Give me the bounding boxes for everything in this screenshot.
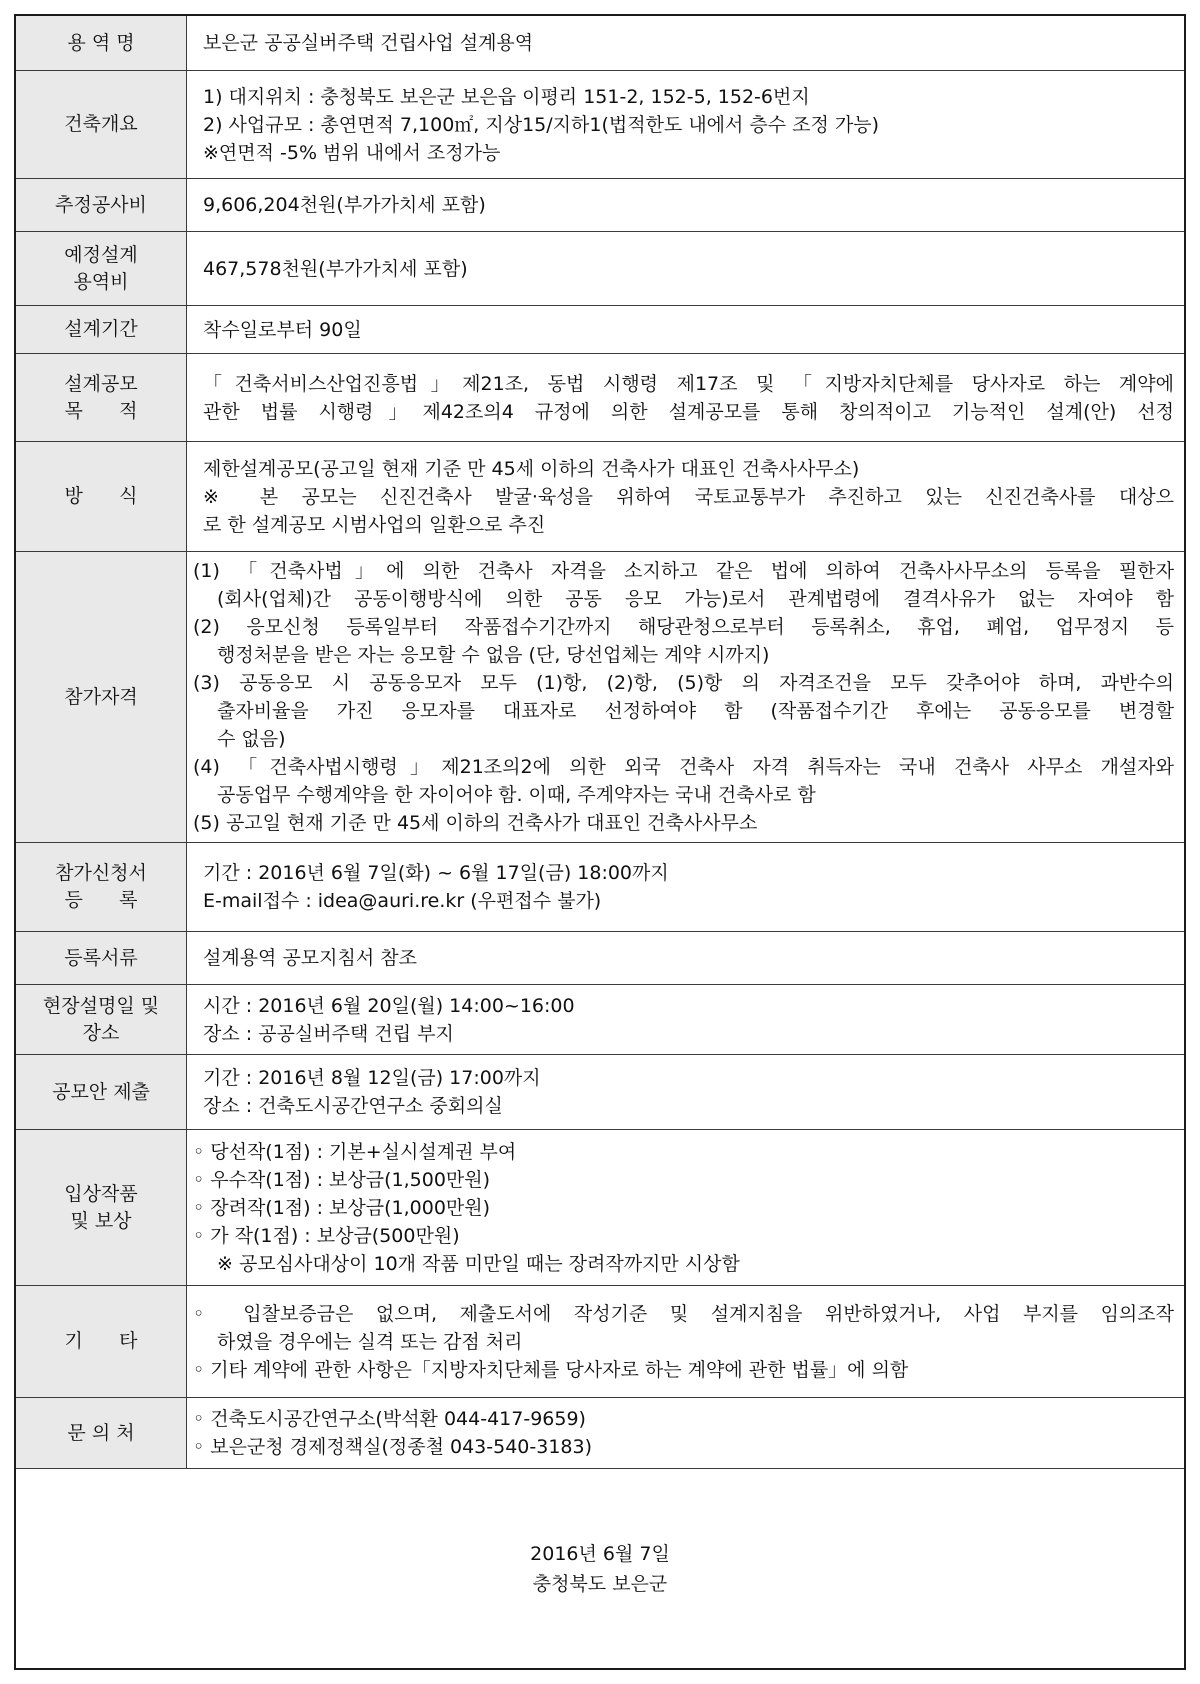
row-other bbox=[16, 1286, 1184, 1398]
row-content bbox=[187, 932, 1184, 984]
row-registration-documents bbox=[16, 932, 1184, 985]
content-line: 관한 법률 시행령」제42조의4 규정에 의한 설계공모를 통해 창의적이고 기능적인 설계(안) 선정 bbox=[203, 400, 1174, 423]
row-content bbox=[187, 442, 1184, 551]
row-design-period bbox=[16, 306, 1184, 354]
content-line: ◦ 입찰보증금은 없으며, 제출도서에 작성기준 및 설계지침을 위반하였거나, 사업 부지를 임의조작 bbox=[193, 1302, 1174, 1325]
content-line: 수 없음) bbox=[217, 728, 286, 750]
row-content bbox=[187, 1286, 1184, 1397]
content-line: (5) 공고일 현재 기준 만 45세 이하의 건축사가 대표인 건축사사무소 bbox=[193, 812, 758, 834]
content-line: 기간 : 2016년 8월 12일(금) 17:00까지 bbox=[203, 1067, 541, 1089]
content-line: ※ 공모심사대상이 10개 작품 미만일 때는 장려작까지만 시상함 bbox=[217, 1252, 740, 1275]
content-line: ◦ 기타 계약에 관한 사항은「지방자치단체를 당사자로 하는 계약에 관한 법률」에 의함 bbox=[193, 1358, 909, 1381]
row-content bbox=[187, 1398, 1184, 1468]
content-line: (3) 공동응모 시 공동응모자 모두 (1)항, (2)항, (5)항 의 자격조건을 모두 갖추어야 하며, 과반수의 bbox=[193, 672, 1174, 694]
notice-issuer: 충청북도 보은군 bbox=[532, 1572, 668, 1595]
content-line: (1) 「건축사법」에 의한 건축사 자격을 소지하고 같은 법에 의하여 건축사사무소의 등록을 필한자 bbox=[193, 560, 1174, 582]
content-line: 하였을 경우에는 실격 또는 감점 처리 bbox=[217, 1330, 523, 1353]
content-line: ◦ 건축도시공간연구소(박석환 044-417-9659) bbox=[193, 1408, 586, 1430]
content-line: 장소 : 공공실버주택 건립 부지 bbox=[203, 1022, 454, 1045]
content-line: 착수일로부터 90일 bbox=[203, 318, 362, 341]
content-line: ※연면적 -5% 범위 내에서 조정가능 bbox=[203, 141, 501, 164]
row-label: 입상작품 및 보상 bbox=[16, 1130, 187, 1285]
content-line: 출자비율을 가진 응모자를 대표자로 선정하여야 함 (작품접수기간 후에는 공동응모를 변경할 bbox=[217, 700, 1174, 722]
row-label: 기 타 bbox=[16, 1286, 187, 1397]
content-line: 보은군 공공실버주택 건립사업 설계용역 bbox=[203, 32, 534, 54]
notice-table bbox=[14, 14, 1186, 1670]
row-label: 문 의 처 bbox=[16, 1398, 187, 1468]
row-content bbox=[187, 179, 1184, 231]
row-content bbox=[187, 1130, 1184, 1285]
row-competition-purpose bbox=[16, 354, 1184, 442]
row-content bbox=[187, 552, 1184, 842]
row-proposal-submission bbox=[16, 1055, 1184, 1130]
row-site-briefing bbox=[16, 985, 1184, 1055]
row-estimated-construction-cost bbox=[16, 179, 1184, 232]
row-awards bbox=[16, 1130, 1184, 1286]
row-label: 건축개요 bbox=[16, 71, 187, 178]
content-line: 1) 대지위치 : 충청북도 보은군 보은읍 이평리 151-2, 152-5, 152-6번지 bbox=[203, 85, 810, 108]
content-line: 제한설계공모(공고일 현재 기준 만 45세 이하의 건축사가 대표인 건축사사무소) bbox=[203, 457, 860, 480]
notice-footer bbox=[16, 1469, 1184, 1668]
content-line: 9,606,204천원(부가가치세 포함) bbox=[203, 194, 486, 216]
row-contact bbox=[16, 1398, 1184, 1469]
content-line: 「건축서비스산업진흥법」제21조, 동법 시행령 제17조 및 「지방자치단체를 당사자로 하는 계약에 bbox=[203, 372, 1174, 395]
row-label: 추정공사비 bbox=[16, 179, 187, 231]
row-label: 설계기간 bbox=[16, 306, 187, 353]
content-line: ◦ 가 작(1점) : 보상금(500만원) bbox=[193, 1224, 460, 1247]
row-service-name bbox=[16, 16, 1184, 71]
content-line: 설계용역 공모지침서 참조 bbox=[203, 947, 417, 969]
content-line: ※ 본 공모는 신진건축사 발굴·육성을 위하여 국토교통부가 추진하고 있는 신진건축사를 대상으 bbox=[203, 485, 1174, 508]
content-line: 기간 : 2016년 6월 7일(화) ~ 6월 17일(금) 18:00까지 bbox=[203, 862, 669, 884]
row-content bbox=[187, 232, 1184, 305]
content-line: ◦ 당선작(1점) : 기본+실시설계권 부여 bbox=[193, 1140, 517, 1163]
row-content bbox=[187, 985, 1184, 1054]
row-building-overview bbox=[16, 71, 1184, 179]
content-line: ◦ 장려작(1점) : 보상금(1,000만원) bbox=[193, 1196, 491, 1219]
content-line: 로 한 설계공모 시범사업의 일환으로 추진 bbox=[203, 513, 546, 536]
row-application-registration bbox=[16, 843, 1184, 932]
content-line: ◦ 우수작(1점) : 보상금(1,500만원) bbox=[193, 1168, 491, 1191]
row-label: 등록서류 bbox=[16, 932, 187, 984]
content-line: ◦ 보은군청 경제정책실(정종철 043-540-3183) bbox=[193, 1436, 592, 1458]
row-label: 현장설명일 및 장소 bbox=[16, 985, 187, 1054]
content-line: (회사(업체)간 공동이행방식에 의한 공동 응모 가능)로서 관계법령에 결격사유가 없는 자여야 함 bbox=[217, 588, 1174, 610]
content-line: 행정처분을 받은 자는 응모할 수 없음 (단, 당선업체는 계약 시까지) bbox=[217, 644, 770, 666]
row-method bbox=[16, 442, 1184, 552]
row-label: 참가신청서 등 록 bbox=[16, 843, 187, 931]
row-label: 참가자격 bbox=[16, 552, 187, 842]
content-line: 장소 : 건축도시공간연구소 중회의실 bbox=[203, 1095, 503, 1117]
row-content bbox=[187, 1055, 1184, 1129]
content-line: E-mail접수 : idea@auri.re.kr (우편접수 불가) bbox=[203, 890, 602, 912]
row-content bbox=[187, 16, 1184, 70]
row-content bbox=[187, 354, 1184, 441]
content-line: 467,578천원(부가가치세 포함) bbox=[203, 257, 468, 280]
row-label: 설계공모 목 적 bbox=[16, 354, 187, 441]
row-content bbox=[187, 306, 1184, 353]
content-line: 공동업무 수행계약을 한 자이어야 함. 이때, 주계약자는 국내 건축사로 함 bbox=[217, 784, 816, 806]
row-label: 방 식 bbox=[16, 442, 187, 551]
content-line: (4) 「건축사법시행령」제21조의2에 의한 외국 건축사 자격 취득자는 국내 건축사 사무소 개설자와 bbox=[193, 756, 1174, 778]
row-content bbox=[187, 843, 1184, 931]
content-line: (2) 응모신청 등록일부터 작품접수기간까지 해당관청으로부터 등록취소, 휴업, 폐업, 업무정지 등 bbox=[193, 616, 1174, 638]
content-line: 2) 사업규모 : 총연면적 7,100㎡, 지상15/지하1(법적한도 내에서 층수 조정 가능) bbox=[203, 113, 880, 136]
row-label: 공모안 제출 bbox=[16, 1055, 187, 1129]
row-design-fee bbox=[16, 232, 1184, 306]
row-content bbox=[187, 71, 1184, 178]
row-label: 예정설계 용역비 bbox=[16, 232, 187, 305]
content-line: 시간 : 2016년 6월 20일(월) 14:00~16:00 bbox=[203, 994, 575, 1017]
row-label: 용 역 명 bbox=[16, 16, 187, 70]
notice-date: 2016년 6월 7일 bbox=[530, 1542, 670, 1565]
row-eligibility bbox=[16, 552, 1184, 843]
